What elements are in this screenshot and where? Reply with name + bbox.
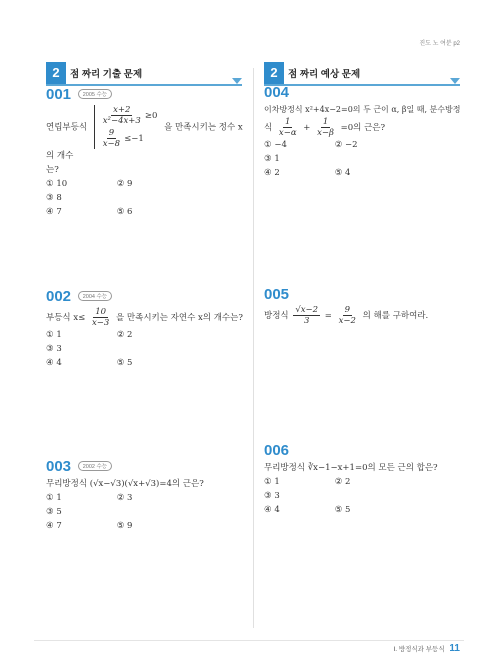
choice-2[interactable]: ② 3 [116, 493, 133, 503]
question-tail: 의 해를 구하여라. [362, 311, 429, 321]
plus-sign: + [303, 123, 311, 133]
choice-3[interactable]: ③ 3 [264, 491, 280, 501]
choice-5[interactable]: ⑤ 9 [116, 521, 133, 531]
choice-4[interactable]: ④ 7 [46, 207, 62, 217]
right-banner-badge: 2 [264, 62, 284, 84]
choice-2[interactable]: ② 2 [116, 330, 133, 340]
fraction: $\frac{9}{x-2}$ [338, 305, 356, 326]
question-003 [46, 458, 246, 533]
choice-4[interactable]: ④ 4 [46, 358, 62, 368]
question-006 [264, 442, 464, 517]
question-number: 003 [46, 458, 72, 475]
question-text: 무리방정식 (√x−√3)(√x+√3)=4의 근은? [46, 479, 204, 489]
question-lead: 부등식 x≤ [46, 313, 86, 323]
fraction: $\frac{1}{x-\beta}$ [317, 117, 334, 138]
fraction: $\frac{x+2}{\text{x²−4x+3}}$ [102, 105, 141, 126]
question-005 [264, 286, 464, 326]
question-tail: 을 만족시키는 자연수 x의 개수는? [116, 313, 243, 323]
choice-4[interactable]: ④ 7 [46, 521, 62, 531]
triangle-down-icon [232, 78, 242, 84]
question-tail: 을 만족시키는 정수 x의 개수 [46, 122, 243, 161]
column-divider [253, 68, 254, 628]
choice-1[interactable]: ① 1 [264, 477, 280, 487]
right-banner-title: 점 짜리 예상 문제 [288, 69, 361, 80]
question-004 [264, 84, 464, 180]
header-right: 진도 노 여분 p2 [419, 41, 460, 47]
exam-tag: 2002 수능 [78, 461, 112, 471]
choice-1[interactable]: ① 1 [46, 330, 62, 340]
choice-3[interactable]: ③ 3 [46, 344, 62, 354]
question-lead: 방정식 [264, 311, 289, 321]
choice-4[interactable]: ④ 2 [264, 168, 280, 178]
choice-1[interactable]: ① 1 [46, 493, 62, 503]
question-002 [46, 288, 246, 370]
question-number: 005 [264, 286, 290, 303]
choice-2[interactable]: ② 9 [116, 179, 133, 189]
choice-3[interactable]: ③ 8 [46, 193, 62, 203]
right-section-banner [264, 62, 460, 86]
choice-3[interactable]: ③ 5 [46, 507, 62, 517]
question-number: 006 [264, 442, 290, 459]
question-001 [46, 86, 246, 219]
fraction: $\frac{1}{x-\alpha}$ [278, 117, 297, 138]
question-lead: 식 [264, 123, 273, 133]
footer-divider [34, 640, 464, 641]
question-tail-2: 는? [46, 165, 59, 175]
inequality-system: $\frac{x+2}{\text{x²−4x+3}}$ ≥0 $\frac{9}{x-8}$ ≤−1 [94, 105, 158, 149]
choice-3[interactable]: ③ 1 [264, 154, 280, 164]
question-lead: 연립부등식 [46, 122, 88, 133]
choice-1[interactable]: ① −4 [264, 140, 287, 150]
fraction: $\frac{10}{x-3}$ [91, 307, 110, 328]
exam-tag: 2005 수능 [78, 89, 112, 99]
question-tail: =0의 근은? [340, 123, 386, 133]
question-number: 004 [264, 84, 290, 101]
choice-5[interactable]: ⑤ 5 [334, 505, 351, 515]
page-number: 11 [449, 643, 460, 654]
footer-chapter: Ⅰ. 방정식과 부등식 [393, 646, 445, 653]
choice-1[interactable]: ① 10 [46, 179, 68, 189]
choice-5[interactable]: ⑤ 4 [334, 168, 351, 178]
choice-5[interactable]: ⑤ 6 [116, 207, 133, 217]
fraction: $\frac{9}{x-8}$ [102, 128, 121, 149]
exam-tag: 2004 수능 [78, 291, 112, 301]
left-banner-title: 점 짜리 기출 문제 [70, 69, 143, 80]
question-text: 이차방정식 x²+4x−2=0의 두 근이 α, β일 때, 분수방정 [264, 105, 461, 114]
choice-4[interactable]: ④ 4 [264, 505, 280, 515]
left-banner-badge: 2 [46, 62, 66, 84]
left-section-banner [46, 62, 242, 86]
choice-5[interactable]: ⑤ 5 [116, 358, 133, 368]
question-number: 001 [46, 86, 72, 103]
equals-sign: = [324, 311, 332, 321]
question-text: 무리방정식 ∛x−1−x+1=0의 모든 근의 합은? [264, 463, 438, 473]
choice-2[interactable]: ② 2 [334, 477, 351, 487]
footer [393, 643, 460, 654]
choice-2[interactable]: ② −2 [334, 140, 358, 150]
question-number: 002 [46, 288, 72, 305]
fraction: $\frac{√x-2}{3}$ [295, 305, 319, 326]
